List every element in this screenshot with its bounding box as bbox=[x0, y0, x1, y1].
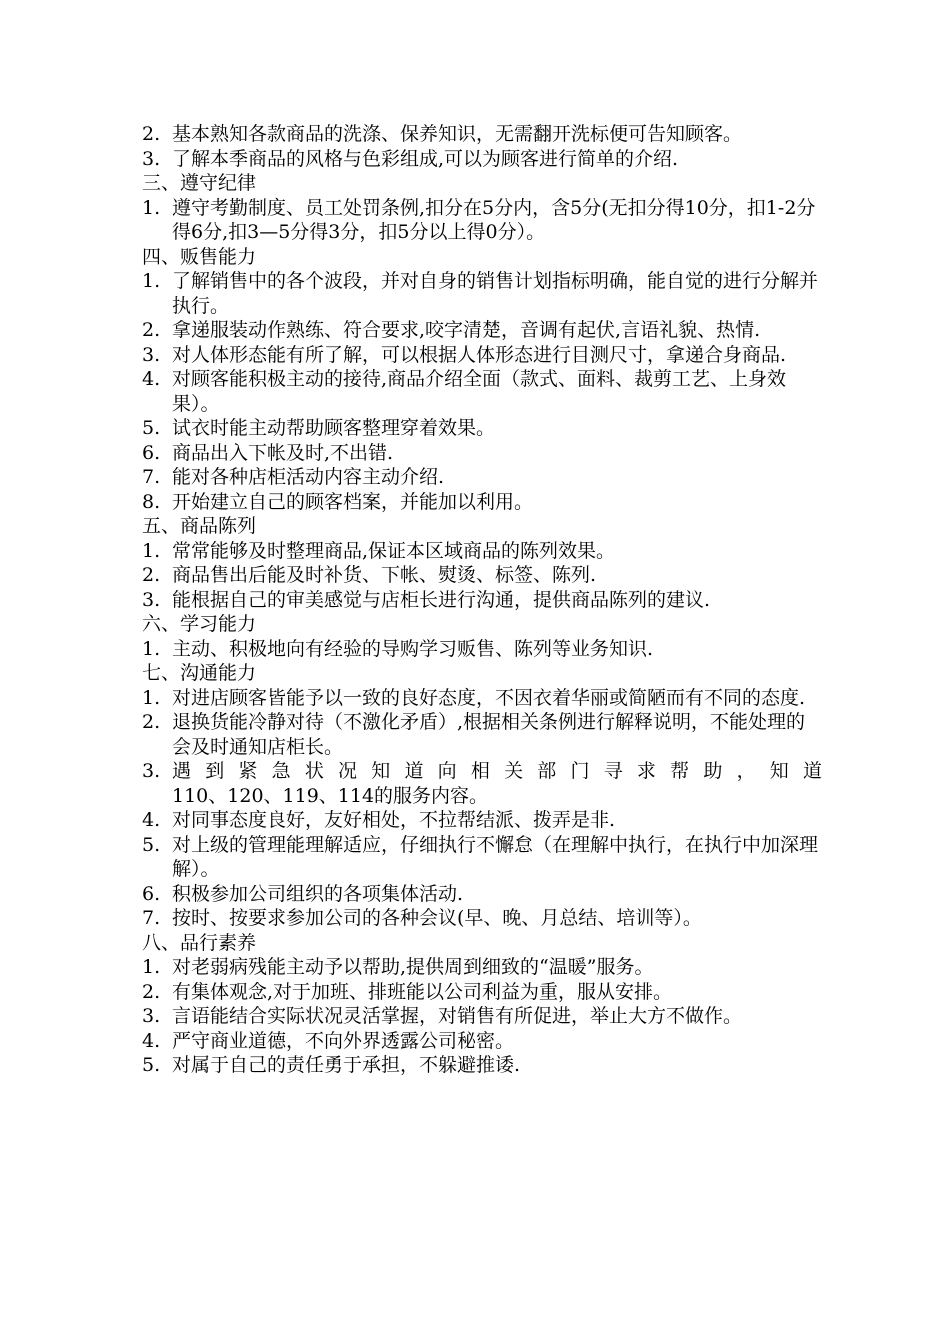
list-item-number: 1. bbox=[142, 686, 161, 709]
list-item bbox=[142, 196, 822, 245]
list-item-text bbox=[172, 759, 822, 808]
list-item bbox=[142, 980, 822, 1005]
list-item-text: 严守商业道德，不向外界透露公司秘密。 bbox=[172, 1029, 515, 1052]
list-item-number: 4. bbox=[142, 368, 161, 390]
list-item bbox=[142, 637, 822, 662]
list-item-text: 对属于自己的责任勇于承担，不躲避推诿. bbox=[172, 1054, 521, 1076]
list-item-text: 对人体形态能有所了解，可以根据人体形态进行目测尺寸，拿递合身商品. bbox=[172, 343, 787, 366]
list-item-text: 常常能够及时整理商品,保证本区域商品的陈列效果。 bbox=[172, 539, 616, 562]
list-item bbox=[142, 367, 822, 416]
list-item bbox=[142, 122, 822, 147]
list-item bbox=[142, 269, 822, 318]
list-item bbox=[142, 465, 822, 490]
list-item-number: 3. bbox=[142, 147, 161, 170]
list-item-text: 按时、按要求参加公司的各种会议(早、晚、月总结、培训等）。 bbox=[172, 907, 702, 929]
list-item-text: 对顾客能积极主动的接待,商品介绍全面（款式、面料、裁剪工艺、上身效果）。 bbox=[172, 368, 787, 415]
list-item-text: 试衣时能主动帮助顾客整理穿着效果。 bbox=[172, 417, 496, 439]
list-item bbox=[142, 808, 822, 833]
list-item bbox=[142, 686, 822, 711]
list-item-number: 6. bbox=[142, 882, 161, 905]
list-item-number: 7. bbox=[142, 907, 161, 929]
list-item-text: 对同事态度良好，友好相处，不拉帮结派、拨弄是非. bbox=[172, 809, 616, 831]
list-item-number: 3. bbox=[142, 588, 161, 611]
list-item-number: 2. bbox=[142, 980, 161, 1003]
list-item bbox=[142, 1004, 822, 1029]
list-item bbox=[142, 1029, 822, 1054]
list-item-number: 6. bbox=[142, 441, 161, 464]
list-item-text: 对上级的管理能理解适应，仔细执行不懈怠（在理解中执行，在执行中加深理解）。 bbox=[172, 833, 819, 880]
document-page bbox=[142, 122, 822, 1078]
list-item-number: 8. bbox=[142, 490, 161, 513]
list-item bbox=[142, 563, 822, 588]
list-item-text-line1: 遇到紧急状况知道向相关部门寻求帮助，知道 bbox=[172, 760, 822, 782]
section-heading: 七、沟通能力 bbox=[142, 662, 257, 684]
list-item-text: 商品出入下帐及时,不出错. bbox=[172, 441, 394, 464]
list-item bbox=[142, 906, 822, 931]
list-item bbox=[142, 955, 822, 980]
list-item-number: 2. bbox=[142, 123, 161, 145]
list-item-text: 商品售出后能及时补货、下帐、熨烫、标签、陈列. bbox=[172, 564, 597, 586]
list-item-text: 积极参加公司组织的各项集体活动. bbox=[172, 882, 464, 905]
list-item-text: 基本熟知各款商品的洗涤、保养知识，无需翻开洗标便可告知顾客。 bbox=[172, 123, 743, 145]
list-item-number: 3. bbox=[142, 760, 161, 782]
list-item-number: 1. bbox=[142, 270, 161, 292]
list-item bbox=[142, 759, 822, 808]
list-item-number: 2. bbox=[142, 564, 161, 586]
list-item bbox=[142, 416, 822, 441]
list-item-number: 2. bbox=[142, 319, 161, 341]
list-item-number: 5. bbox=[142, 1054, 161, 1076]
list-item-text: 对老弱病残能主动予以帮助,提供周到细致的“温暖”服务。 bbox=[172, 956, 654, 978]
list-item bbox=[142, 441, 822, 466]
list-item-number: 7. bbox=[142, 466, 161, 488]
section-heading: 三、遵守纪律 bbox=[142, 172, 257, 194]
list-item-text: 对进店顾客皆能予以一致的良好态度，不因衣着华丽或简陋而有不同的态度. bbox=[172, 686, 806, 709]
list-item bbox=[142, 1053, 822, 1078]
list-item bbox=[142, 343, 822, 368]
list-item-text: 了解销售中的各个波段，并对自身的销售计划指标明确，能自觉的进行分解并执行。 bbox=[172, 270, 819, 317]
list-item bbox=[142, 318, 822, 343]
list-item-number: 3. bbox=[142, 343, 161, 366]
list-item-number: 4. bbox=[142, 1029, 161, 1052]
list-item-number: 3. bbox=[142, 1005, 161, 1027]
list-item-number: 1. bbox=[142, 637, 161, 660]
list-item bbox=[142, 833, 822, 882]
list-item-number: 1. bbox=[142, 196, 161, 219]
list-item-number: 5. bbox=[142, 417, 161, 439]
list-item-text-line2: 110、120、119、114的服务内容。 bbox=[172, 784, 489, 807]
list-item-text: 言语能结合实际状况灵活掌握，对销售有所促进，举止大方不做作。 bbox=[172, 1005, 743, 1027]
list-item-text: 有集体观念,对于加班、排班能以公司利益为重，服从安排。 bbox=[172, 980, 673, 1003]
list-item bbox=[142, 882, 822, 907]
section-heading: 六、学习能力 bbox=[142, 613, 257, 635]
list-item-number: 1. bbox=[142, 539, 161, 562]
list-item bbox=[142, 539, 822, 564]
list-item-text: 遵守考勤制度、员工处罚条例,扣分在5分内，含5分(无扣分得10分，扣1-2分得6分,扣3—5分得3分，扣5分以上得0分）。 bbox=[172, 196, 816, 243]
list-item-text: 主动、积极地向有经验的导购学习贩售、陈列等业务知识. bbox=[172, 637, 654, 660]
section-heading: 五、商品陈列 bbox=[142, 515, 257, 537]
list-item-text: 拿递服装动作熟练、符合要求,咬字清楚，音调有起伏,言语礼貌、热情. bbox=[172, 319, 761, 341]
section-heading: 四、贩售能力 bbox=[142, 245, 257, 268]
list-item-text: 能根据自己的审美感觉与店柜长进行沟通，提供商品陈列的建议. bbox=[172, 588, 711, 611]
section-heading: 八、品行素养 bbox=[142, 931, 257, 954]
list-item bbox=[142, 147, 822, 172]
list-item-number: 5. bbox=[142, 833, 161, 856]
list-item bbox=[142, 588, 822, 613]
list-item-text: 退换货能冷静对待（不激化矛盾）,根据相关条例进行解释说明，不能处理的会及时通知店柜长。 bbox=[172, 711, 806, 758]
list-item-text: 开始建立自己的顾客档案，并能加以利用。 bbox=[172, 490, 534, 513]
list-item bbox=[142, 490, 822, 515]
list-item-text: 了解本季商品的风格与色彩组成,可以为顾客进行简单的介绍. bbox=[172, 147, 679, 170]
list-item-number: 4. bbox=[142, 809, 161, 831]
list-item-number: 1. bbox=[142, 956, 161, 978]
list-item-number: 2. bbox=[142, 711, 161, 733]
list-item bbox=[142, 710, 822, 759]
list-item-text: 能对各种店柜活动内容主动介绍. bbox=[172, 466, 445, 488]
